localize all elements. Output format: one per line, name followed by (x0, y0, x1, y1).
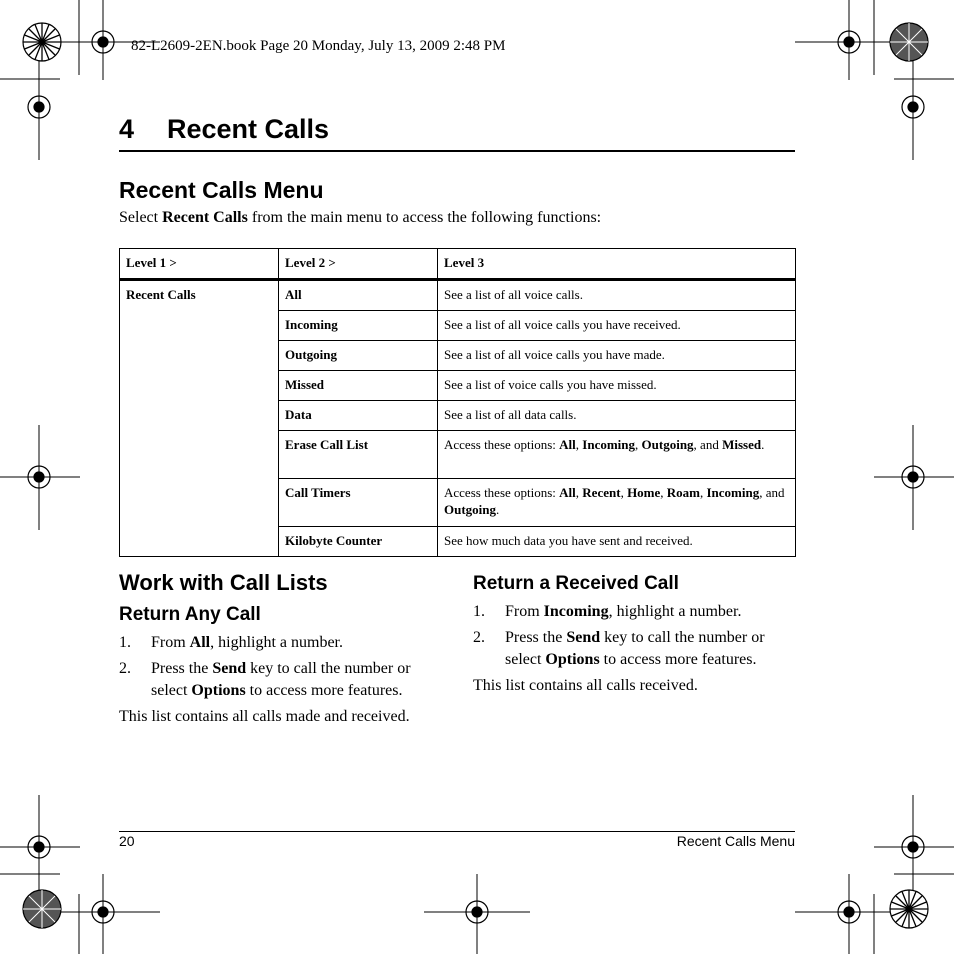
work-title: Work with Call Lists (119, 570, 328, 595)
cell-text: . (496, 502, 500, 517)
cell-text: , (660, 485, 667, 500)
section-intro (119, 209, 601, 227)
table-cell-level3: See a list of all voice calls you have made. (438, 341, 796, 371)
section-title: Recent Calls Menu (119, 177, 324, 203)
return-any-call-title: Return Any Call (119, 604, 261, 625)
step-text: , highlight a number. (608, 603, 742, 620)
step-number: 2. (473, 629, 485, 646)
list-item (473, 601, 795, 623)
table-cell-level2: Call Timers (279, 479, 438, 527)
intro-text: from the main menu to access the following functions: (247, 209, 602, 226)
table-cell-level2: Erase Call List (279, 431, 438, 479)
step-text: key to call the number or select (151, 660, 411, 699)
menu-table (119, 248, 796, 557)
step-text: Press the (505, 629, 567, 646)
intro-text: Select (119, 209, 163, 226)
return-received-call-note: This list contains all calls received. (473, 677, 698, 694)
step-number: 2. (119, 660, 131, 677)
footer-section: Recent Calls Menu (676, 833, 795, 849)
cell-text: , (575, 437, 583, 452)
return-received-call-steps (473, 601, 795, 671)
return-received-call-title: Return a Received Call (473, 573, 679, 594)
footer-rule (119, 831, 795, 832)
star-target-icon (23, 890, 61, 928)
table-cell-level1: Recent Calls (120, 280, 279, 557)
step-number: 1. (119, 634, 131, 651)
cell-bold: Recent (582, 485, 621, 500)
left-column (119, 572, 441, 728)
cell-text: , (575, 485, 583, 500)
cell-bold: Incoming (706, 485, 760, 500)
cell-text: , (620, 485, 628, 500)
chapter-title: Recent Calls (167, 114, 330, 144)
cell-bold: Missed (722, 437, 762, 452)
table-header-cell: Level 1 > (120, 249, 279, 280)
cell-text: , and (693, 437, 723, 452)
step-number: 1. (473, 603, 485, 620)
table-cell-level3: See how much data you have sent and received. (438, 527, 796, 557)
table-cell-level3 (438, 431, 796, 479)
list-item (473, 627, 795, 671)
cell-text: Access these options: (444, 437, 560, 452)
print-slug: 82-L2609-2EN.book Page 20 Monday, July 13, 2009 2:48 PM (131, 38, 506, 54)
cell-text: , (635, 437, 642, 452)
cell-bold: All (559, 485, 576, 500)
table-row (120, 280, 796, 311)
intro-bold: Recent Calls (162, 209, 248, 226)
table-cell-level3 (438, 479, 796, 527)
cell-bold: All (559, 437, 576, 452)
return-any-call-note: This list contains all calls made and received. (119, 708, 410, 725)
step-text: key to call the number or select (505, 629, 765, 668)
right-column (473, 573, 795, 697)
table-cell-level2: All (279, 280, 438, 311)
table-cell-level2: Data (279, 401, 438, 431)
step-text: From (505, 603, 544, 620)
list-item (119, 658, 441, 702)
step-bold: Incoming (543, 603, 609, 620)
table-cell-level2: Missed (279, 371, 438, 401)
table-header-row (120, 249, 796, 280)
page-number: 20 (119, 833, 135, 849)
step-text: Press the (151, 660, 213, 677)
step-text: , highlight a number. (210, 634, 343, 651)
table-cell-level2: Outgoing (279, 341, 438, 371)
table-cell-level2: Incoming (279, 311, 438, 341)
cell-bold: Roam (666, 485, 700, 500)
step-bold: Options (191, 682, 246, 699)
return-any-call-steps (119, 632, 441, 702)
cell-bold: Outgoing (444, 502, 497, 517)
star-target-icon (890, 23, 928, 61)
chapter-number: 4 (119, 114, 135, 144)
step-bold: All (189, 634, 211, 651)
cell-text: , and (759, 485, 785, 500)
step-bold: Options (545, 651, 600, 668)
cell-bold: Outgoing (641, 437, 694, 452)
step-text: to access more features. (245, 682, 403, 699)
cell-bold: Incoming (582, 437, 636, 452)
star-target-icon (890, 890, 928, 928)
step-bold: Send (212, 660, 247, 677)
cell-bold: Home (627, 485, 661, 500)
table-cell-level3: See a list of all data calls. (438, 401, 796, 431)
table-cell-level3: See a list of all voice calls. (438, 280, 796, 311)
table-cell-level2: Kilobyte Counter (279, 527, 438, 557)
table-header-cell: Level 2 > (279, 249, 438, 280)
cell-text: . (761, 437, 765, 452)
step-text: to access more features. (599, 651, 757, 668)
step-text: From (151, 634, 190, 651)
star-target-icon (23, 23, 61, 61)
chapter-heading (119, 110, 795, 152)
table-header-cell: Level 3 (438, 249, 796, 280)
table-cell-level3: See a list of all voice calls you have received. (438, 311, 796, 341)
step-bold: Send (566, 629, 601, 646)
cell-text: Access these options: (444, 485, 560, 500)
list-item (119, 632, 441, 654)
table-cell-level3: See a list of voice calls you have missed. (438, 371, 796, 401)
cell-text: , (700, 485, 707, 500)
